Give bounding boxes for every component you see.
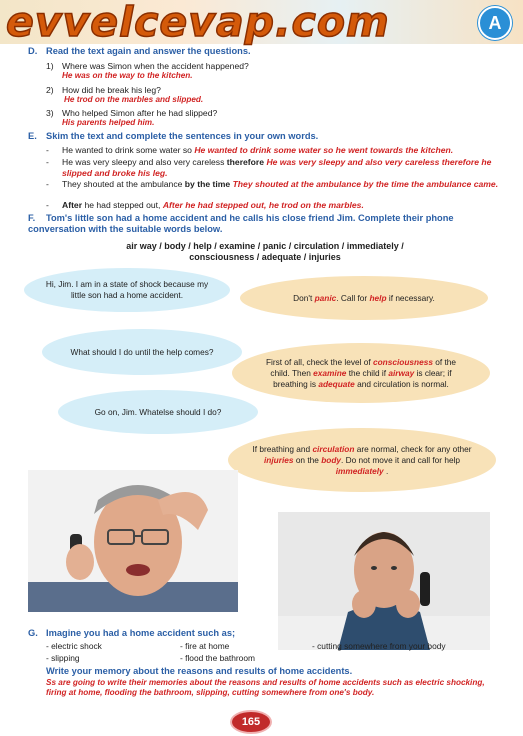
sentence-item: - They shouted at the ambulance by the time They shouted at the ambulance by the time the ambulance came.	[46, 179, 499, 189]
filled-word: adequate	[318, 378, 355, 389]
list-item: - slipping	[46, 653, 80, 663]
section-title: Imagine you had a home accident such as;	[46, 628, 236, 638]
filled-word: consciousness	[372, 356, 433, 367]
bubble-text	[293, 293, 435, 304]
page-number: 165	[232, 712, 270, 732]
sentence-connector: therefore	[226, 157, 265, 167]
section-letter: D.	[28, 46, 38, 56]
word-bank-line: air way / body / help / examine / panic / circulation / immediately /	[126, 241, 404, 251]
sentence-answer: They shouted at the ambulance by the time the ambulance came.	[232, 179, 499, 189]
sentence-answer: He wanted to drink some water so he went towards the kitchen.	[194, 145, 454, 155]
sentence-prefix: He wanted to drink some water so	[62, 145, 192, 155]
bubble-text	[251, 444, 473, 477]
bubble-fragment: is clear; if breathing is	[273, 367, 452, 389]
jim-bubble-2	[232, 343, 490, 403]
filled-word: panic	[314, 292, 337, 303]
photo-stressed-man	[28, 470, 238, 612]
bubble-fragment: First of all, check the level of	[265, 356, 371, 367]
word-bank-line: consciousness / adequate / injuries	[189, 252, 341, 262]
answer-text: His parents helped him.	[62, 118, 155, 127]
section-title: Tom's little son had a home accident and he calls his close friend Jim. Complete their phone conversation with the suitable words below.	[28, 213, 454, 234]
filled-word: circulation	[312, 443, 355, 454]
section-letter: G.	[28, 628, 38, 638]
accident-list-col1	[46, 640, 102, 664]
bubble-fragment: and circulation is normal.	[357, 378, 449, 389]
section-title: Skim the text and complete the sentences in your own words.	[46, 131, 319, 141]
bubble-fragment: of the child. Then	[270, 356, 457, 378]
bubble-text: Hi, Jim. I am in a state of shock because my little son had a home accident.	[45, 279, 209, 300]
list-item: - flood the bathroom	[180, 653, 255, 663]
site-logo: evvelcevap.com	[6, 0, 390, 46]
tom-bubble-1	[24, 268, 230, 312]
sentence-item: - He was very sleepy and also very careless therefore He was very sleepy and also very careless therefore he slipped and broke his leg.	[46, 157, 492, 178]
bubble-text: Go on, Jim. Whatelse should I do?	[94, 406, 222, 417]
section-g-heading	[28, 628, 498, 638]
jim-bubble-3	[228, 428, 496, 492]
accident-list-col3	[312, 640, 446, 652]
section-title: Read the text again and answer the questions.	[46, 46, 251, 56]
section-e-heading	[28, 131, 498, 141]
bubble-fragment: .	[385, 465, 389, 476]
filled-word: injuries	[263, 454, 294, 465]
accident-list-col2	[180, 640, 255, 664]
question-text: How did he break his leg?	[62, 85, 161, 95]
filled-word: immediately	[335, 465, 384, 476]
section-d-heading	[28, 46, 498, 56]
bubble-fragment: If breathing and	[252, 443, 311, 454]
filled-word: help	[369, 292, 387, 303]
question-number: 2)	[46, 85, 54, 95]
list-item: - fire at home	[180, 641, 230, 651]
section-g-subtitle: Write your memory about the reasons and results of home accidents.	[46, 666, 353, 676]
jim-bubble-1	[240, 276, 488, 320]
bubble-fragment: the child if	[348, 367, 387, 378]
bubble-fragment: if necessary.	[388, 292, 435, 303]
word-bank	[60, 241, 470, 263]
bubble-fragment: . Do not move it and call for help	[341, 454, 461, 465]
section-f-heading	[28, 213, 498, 235]
question	[46, 108, 496, 118]
sentence-prefix: he had stepped out,	[84, 200, 161, 210]
sentence-connector: After	[62, 200, 83, 210]
question-number: 1)	[46, 61, 54, 71]
question	[46, 61, 496, 71]
bubble-fragment: are normal, check for any other	[356, 443, 472, 454]
sentence-prefix: He was very sleepy and also very careless	[62, 157, 225, 167]
filled-word: body	[321, 454, 342, 465]
bubble-text	[256, 357, 466, 390]
answer-text: He was on the way to the kitchen.	[62, 71, 193, 80]
sentence-prefix: They shouted at the ambulance	[62, 179, 183, 189]
tom-bubble-3	[58, 390, 258, 434]
tom-bubble-2	[42, 329, 242, 375]
section-letter: F.	[28, 213, 36, 223]
section-g-answer: Ss are going to write their memories about the reasons and results of home accidents such as electric shocking, firing at home, flooding the bathroom, slipping, cutting somewhere from one's body.	[46, 678, 485, 697]
bubble-fragment: . Call for	[336, 292, 368, 303]
question-text: Who helped Simon after he had slipped?	[62, 108, 218, 118]
question-number: 3)	[46, 108, 54, 118]
sentence-item: - After he had stepped out, After he had stepped out, he trod on the marbles.	[46, 200, 364, 210]
sentence-answer: After he had stepped out, he trod on the marbles.	[162, 200, 364, 210]
bubble-fragment: Don't	[293, 292, 313, 303]
sentence-item: - He wanted to drink some water so He wanted to drink some water so he went towards the kitchen.	[46, 145, 454, 155]
bubble-text: What should I do until the help comes?	[70, 346, 214, 357]
filled-word: examine	[313, 367, 347, 378]
bubble-fragment: on the	[295, 454, 319, 465]
filled-word: airway	[388, 367, 415, 378]
question-text: Where was Simon when the accident happened?	[62, 61, 249, 71]
list-item: - cutting somewhere from your body	[312, 641, 446, 651]
list-item: - electric shock	[46, 641, 102, 651]
section-letter: E.	[28, 131, 37, 141]
question	[46, 85, 496, 95]
answer-text: He trod on the marbles and slipped.	[64, 95, 204, 104]
sentence-connector: by the time	[184, 179, 231, 189]
sentence-answer: He was very sleepy and also very careless therefore he slipped and broke his leg.	[62, 157, 492, 178]
level-badge: A	[478, 6, 512, 40]
